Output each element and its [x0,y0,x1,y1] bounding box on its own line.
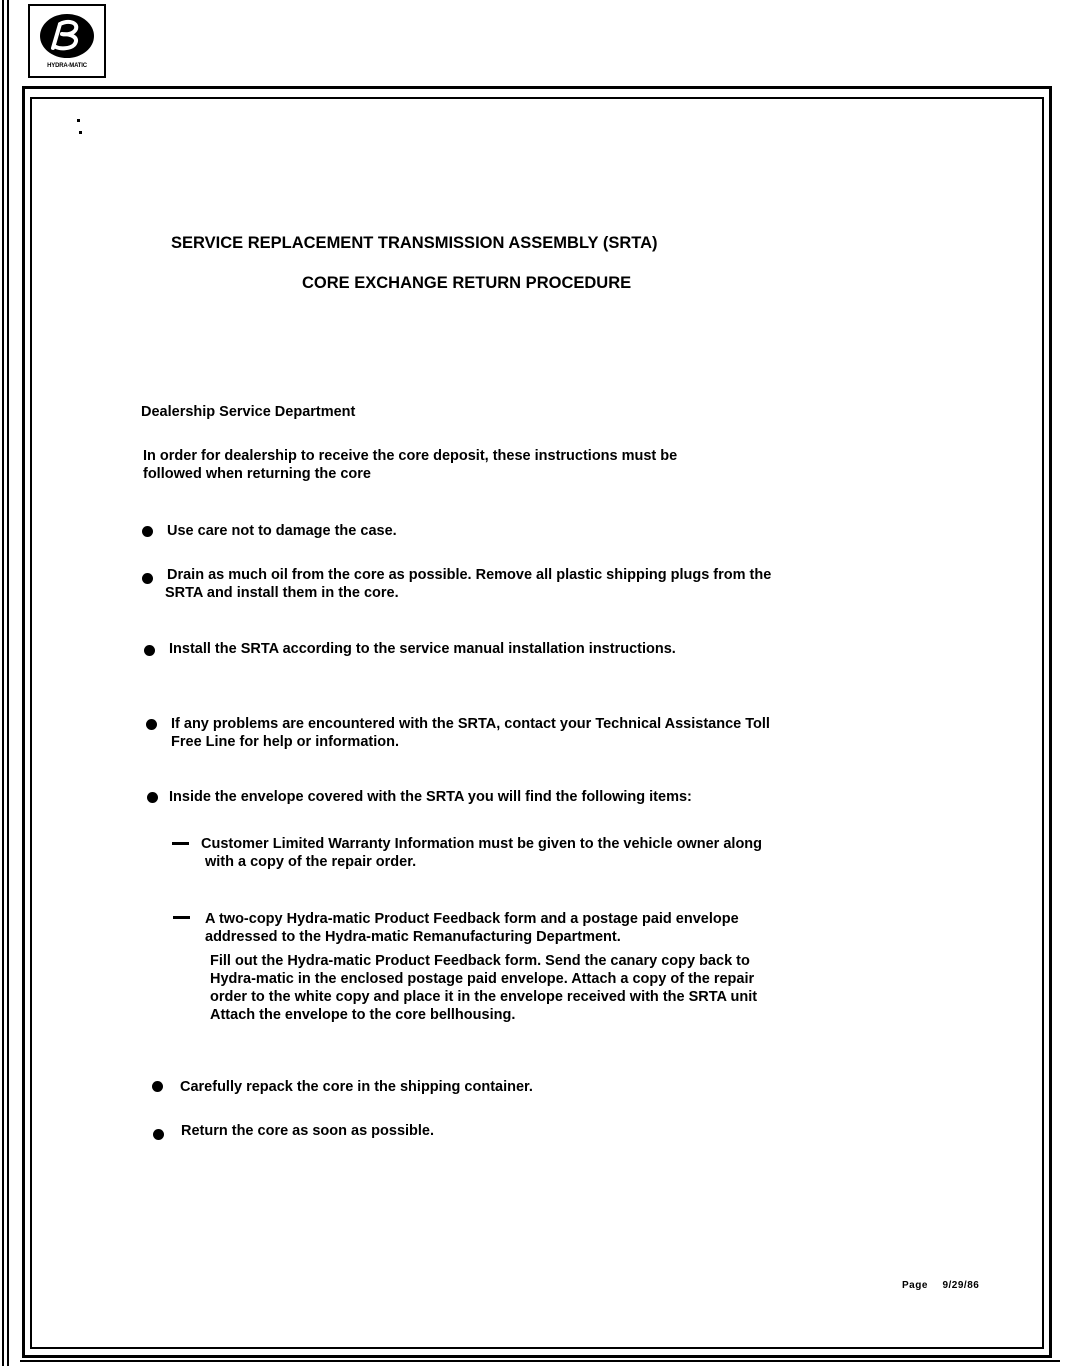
sub-item-text: Customer Limited Warranty Information must be given to the vehicle owner along [201,836,763,852]
bullet-icon [152,1081,163,1092]
document-title: SERVICE REPLACEMENT TRANSMISSION ASSEMBLY (SRTA) [171,234,658,252]
intro-line-1: In order for dealership to receive the core deposit, these instructions must be [143,448,678,464]
dash-icon [173,916,190,919]
footer-date [902,1280,979,1291]
sub-item-text: addressed to the Hydra-matic Remanufacturing Department. [205,929,621,945]
logo-caption: HYDRA-MATIC [47,63,87,69]
hydramatic-logo [28,4,106,78]
feedback-note-line: Attach the envelope to the core bellhousing. [210,1007,516,1023]
bullet-icon [153,1129,164,1140]
feedback-note-line: Hydra-matic in the enclosed postage paid envelope. Attach a copy of the repair [210,971,755,987]
bullet-text: Install the SRTA according to the service manual installation instructions. [169,641,676,657]
bullet-text: If any problems are encountered with the SRTA, contact your Technical Assistance Toll [171,716,770,732]
sub-item-text: with a copy of the repair order. [205,854,417,870]
document-subtitle: CORE EXCHANGE RETURN PROCEDURE [302,274,632,292]
bullet-icon [146,719,157,730]
bullet-text: Use care not to damage the case. [167,523,397,539]
page-frame-bottom [20,1360,1060,1362]
sub-item-text: A two-copy Hydra-matic Product Feedback form and a postage paid envelope [205,911,739,927]
bullet-text: Carefully repack the core in the shipping container. [180,1079,533,1095]
intro-line-2: followed when returning the core [143,466,371,482]
bullet-text: Inside the envelope covered with the SRTA you will find the following items: [169,789,692,805]
footer-date-value: 9/29/86 [942,1280,980,1291]
footer-page-label: Page [902,1280,928,1291]
bullet-text: Return the core as soon as possible. [181,1123,435,1139]
bullet-icon [142,526,153,537]
bullet-icon [147,792,158,803]
bullet-text: SRTA and install them in the core. [165,585,399,601]
bullet-text: Free Line for help or information. [171,734,399,750]
dash-icon [172,842,189,845]
page-frame-left [2,0,9,1366]
bullet-icon [142,573,153,584]
bullet-text: Drain as much oil from the core as possible. Remove all plastic shipping plugs from the [167,567,772,583]
scan-speck [77,119,80,122]
hydramatic-logo-icon [38,12,96,60]
scan-speck [79,131,82,134]
bullet-icon [144,645,155,656]
feedback-note-line: order to the white copy and place it in the envelope received with the SRTA unit [210,989,758,1005]
department-label: Dealership Service Department [141,404,356,420]
feedback-note-line: Fill out the Hydra-matic Product Feedback form. Send the canary copy back to [210,953,750,969]
